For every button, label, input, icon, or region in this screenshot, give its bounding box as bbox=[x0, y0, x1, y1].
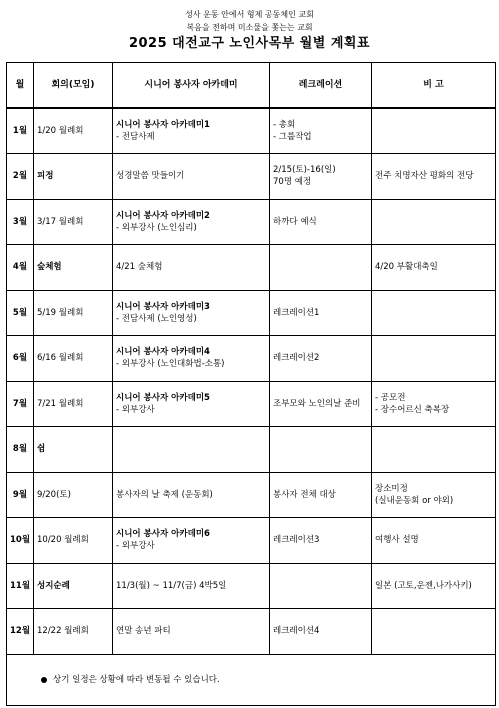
month-cell: 2월 bbox=[7, 154, 34, 200]
academy-cell bbox=[113, 563, 270, 609]
table-row bbox=[7, 245, 496, 291]
note-line-1: 4/20 부활대축일 bbox=[375, 262, 438, 273]
meeting-cell: 3/17 월례회 bbox=[34, 199, 113, 245]
note-cell bbox=[372, 290, 496, 336]
note-cell bbox=[372, 154, 496, 200]
footer-note-row bbox=[7, 654, 496, 705]
meeting-cell: 6/16 월례회 bbox=[34, 336, 113, 382]
table-row bbox=[7, 472, 496, 518]
note-cell bbox=[372, 518, 496, 564]
recreation-cell bbox=[270, 108, 372, 154]
recreation-cell bbox=[270, 154, 372, 200]
column-header-recreation: 레크레이션 bbox=[270, 63, 372, 109]
academy-detail: - 전담사제 (노인영성) bbox=[116, 313, 197, 324]
academy-title: 시니어 봉사자 아카데미2 bbox=[116, 210, 210, 221]
table-row bbox=[7, 108, 496, 154]
motto-line-2: 복음을 전하며 미소물을 쫓는는 교회 bbox=[186, 23, 313, 32]
recreation-line-1: 조부모와 노인의날 준비 bbox=[273, 398, 361, 409]
note-cell bbox=[372, 472, 496, 518]
academy-title: 시니어 봉사자 아카데미5 bbox=[116, 392, 210, 403]
note-cell bbox=[372, 199, 496, 245]
month-cell: 3월 bbox=[7, 199, 34, 245]
month-cell: 5월 bbox=[7, 290, 34, 336]
recreation-line-2: 70명 예정 bbox=[273, 177, 312, 188]
recreation-cell bbox=[270, 336, 372, 382]
column-header-month: 월 bbox=[7, 63, 34, 109]
column-header-note: 비 고 bbox=[372, 63, 496, 109]
recreation-cell bbox=[270, 427, 372, 473]
note-cell bbox=[372, 609, 496, 655]
column-header-meeting: 회의(모임) bbox=[34, 63, 113, 109]
month-cell: 6월 bbox=[7, 336, 34, 382]
table-row bbox=[7, 199, 496, 245]
academy-detail: 성경말씀 맛들이기 bbox=[116, 171, 185, 182]
recreation-cell bbox=[270, 199, 372, 245]
recreation-line-1: 2/15(토)-16(일) bbox=[273, 165, 336, 176]
recreation-line-1: 레크레이션2 bbox=[273, 353, 320, 364]
note-cell bbox=[372, 245, 496, 291]
academy-cell bbox=[113, 518, 270, 564]
monthly-plan-table bbox=[6, 62, 496, 706]
academy-detail: - 외부강사 (노인심리) bbox=[116, 222, 197, 233]
academy-detail: 4/21 숲체험 bbox=[116, 262, 163, 273]
meeting-cell: 성지순례 bbox=[34, 563, 113, 609]
academy-detail: 봉사자의 날 축제 (운동회) bbox=[116, 489, 213, 500]
table-row bbox=[7, 381, 496, 427]
motto-line-1: 성사 운동 안에서 형제 공동체인 교회 bbox=[185, 10, 314, 19]
recreation-cell bbox=[270, 472, 372, 518]
note-line-1: - 공모전 bbox=[375, 392, 406, 403]
table-row bbox=[7, 336, 496, 382]
academy-cell bbox=[113, 108, 270, 154]
footer-note-cell bbox=[7, 654, 496, 705]
month-cell: 12월 bbox=[7, 609, 34, 655]
table-row bbox=[7, 427, 496, 473]
table-row bbox=[7, 518, 496, 564]
academy-title: 시니어 봉사자 아카데미6 bbox=[116, 529, 210, 540]
note-line-2: - 장수어르신 축복장 bbox=[375, 404, 450, 415]
academy-title: 시니어 봉사자 아카데미3 bbox=[116, 301, 210, 312]
recreation-cell bbox=[270, 609, 372, 655]
month-cell: 9월 bbox=[7, 472, 34, 518]
note-line-1: 일본 (고토,운젠,나가사키) bbox=[375, 580, 472, 591]
page-title: 2025 대전교구 노인사목부 월별 계획표 bbox=[128, 36, 371, 51]
document-header bbox=[0, 0, 499, 52]
recreation-cell bbox=[270, 381, 372, 427]
meeting-cell: 5/19 월례회 bbox=[34, 290, 113, 336]
month-cell: 7월 bbox=[7, 381, 34, 427]
recreation-line-1: - 총회 bbox=[273, 120, 296, 130]
recreation-line-1: 봉사자 전체 대상 bbox=[273, 489, 336, 500]
academy-cell bbox=[113, 609, 270, 655]
meeting-cell: 쉼 bbox=[34, 427, 113, 473]
academy-detail: 연말 송년 파티 bbox=[116, 626, 171, 637]
recreation-line-1: 레크레이션1 bbox=[273, 307, 320, 318]
meeting-cell: 10/20 월례회 bbox=[34, 518, 113, 564]
month-cell: 1월 bbox=[7, 108, 34, 154]
academy-detail: - 외부강사 (노인대화법-소통) bbox=[116, 359, 225, 370]
recreation-line-1: 레크레이션4 bbox=[273, 626, 320, 637]
table-header-row bbox=[7, 63, 496, 109]
meeting-cell: 숲체험 bbox=[34, 245, 113, 291]
recreation-line-1: 레크레이션3 bbox=[273, 535, 320, 546]
recreation-cell bbox=[270, 290, 372, 336]
academy-cell bbox=[113, 245, 270, 291]
academy-detail: - 외부강사 bbox=[116, 541, 155, 552]
academy-cell bbox=[113, 336, 270, 382]
table-row bbox=[7, 154, 496, 200]
note-cell bbox=[372, 563, 496, 609]
recreation-cell bbox=[270, 563, 372, 609]
note-line-2: (실내운동회 or 야외) bbox=[375, 495, 454, 506]
table-row bbox=[7, 563, 496, 609]
academy-cell bbox=[113, 381, 270, 427]
month-cell: 11월 bbox=[7, 563, 34, 609]
academy-cell bbox=[113, 472, 270, 518]
month-cell: 10월 bbox=[7, 518, 34, 564]
note-line-1: 전주 치명자산 평화의 전당 bbox=[375, 171, 474, 182]
academy-cell bbox=[113, 290, 270, 336]
recreation-cell bbox=[270, 518, 372, 564]
note-cell bbox=[372, 427, 496, 473]
recreation-line-1: 하까다 예식 bbox=[273, 216, 317, 227]
note-line-1: 장소미정 bbox=[375, 483, 408, 494]
academy-cell bbox=[113, 427, 270, 473]
academy-detail: 11/3(월) ~ 11/7(금) 4박5일 bbox=[116, 580, 227, 591]
academy-cell bbox=[113, 154, 270, 200]
note-cell bbox=[372, 108, 496, 154]
academy-title: 시니어 봉사자 아카데미1 bbox=[116, 120, 210, 130]
recreation-cell bbox=[270, 245, 372, 291]
academy-detail: - 외부강사 bbox=[116, 404, 155, 415]
meeting-cell: 7/21 월례회 bbox=[34, 381, 113, 427]
note-cell bbox=[372, 336, 496, 382]
table-row bbox=[7, 290, 496, 336]
academy-detail: - 전담사제 bbox=[116, 132, 155, 142]
academy-title: 시니어 봉사자 아카데미4 bbox=[116, 347, 210, 358]
meeting-cell: 9/20(토) bbox=[34, 472, 113, 518]
month-cell: 4월 bbox=[7, 245, 34, 291]
meeting-cell: 1/20 월례회 bbox=[34, 108, 113, 154]
table-row bbox=[7, 609, 496, 655]
column-header-academy: 시니어 봉사자 아카데미 bbox=[113, 63, 270, 109]
month-cell: 8월 bbox=[7, 427, 34, 473]
meeting-cell: 피정 bbox=[34, 154, 113, 200]
meeting-cell: 12/22 월례회 bbox=[34, 609, 113, 655]
note-line-1: 여행사 설명 bbox=[375, 535, 419, 546]
footer-note: 상기 일정은 상황에 따라 변동될 수 있습니다. bbox=[53, 674, 220, 685]
recreation-line-2: - 그룹작업 bbox=[273, 132, 312, 142]
academy-cell bbox=[113, 199, 270, 245]
bullet-icon bbox=[41, 677, 47, 683]
note-cell bbox=[372, 381, 496, 427]
